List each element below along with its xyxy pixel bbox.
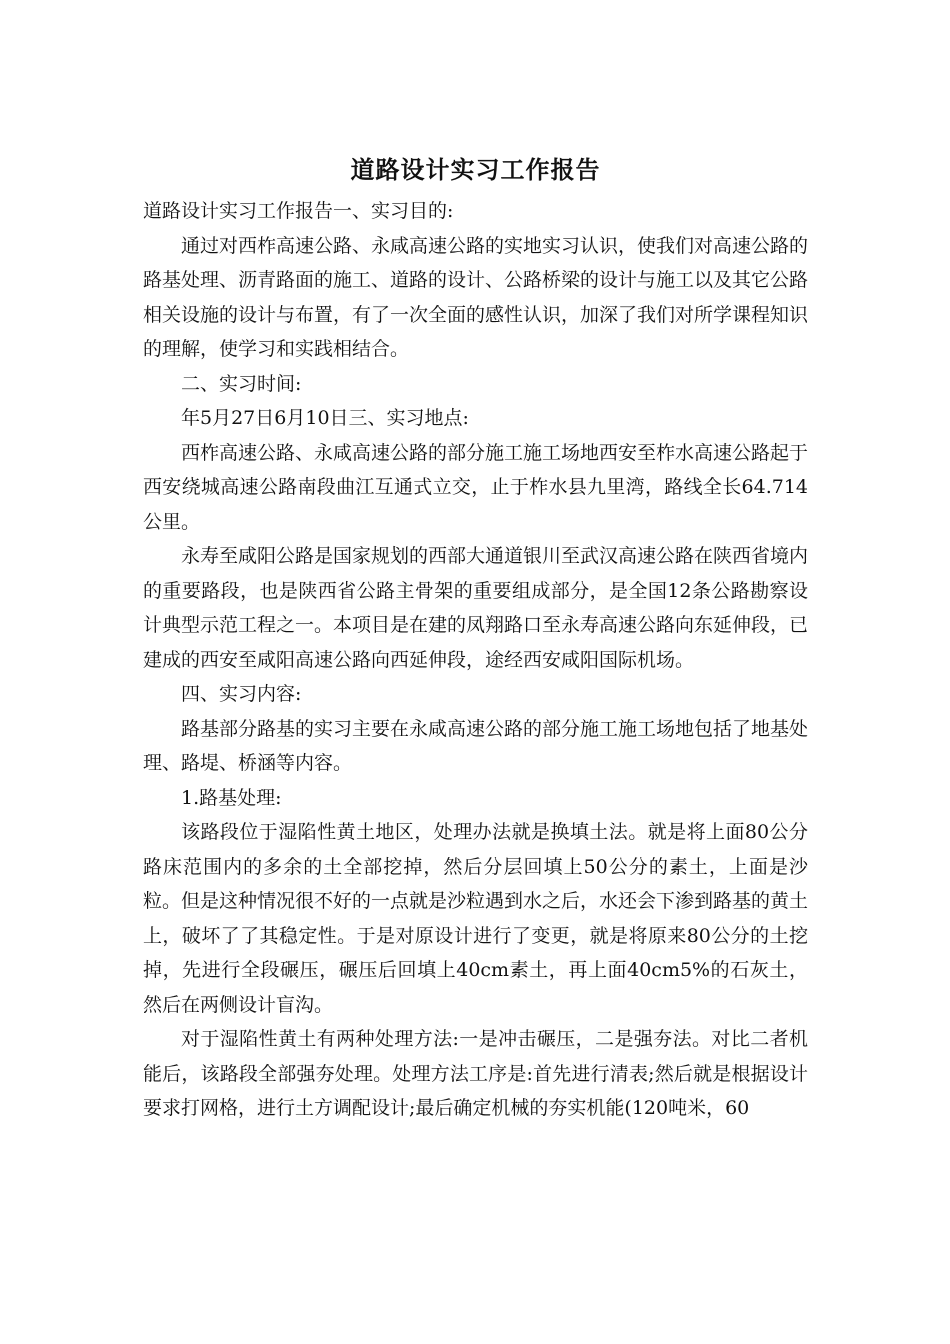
- subgrade-intro-paragraph: 路基部分路基的实习主要在永咸高速公路的部分施工施工场地包括了地基处理、路堤、桥涵等内容。: [143, 717, 809, 774]
- content-heading: 四、实习内容:: [181, 683, 302, 705]
- document-body: [143, 150, 808, 1126]
- time-location-line: 年5月27日6月10日三、实习地点:: [181, 407, 469, 429]
- document-title: 道路设计实习工作报告: [350, 155, 601, 184]
- purpose-paragraph: 通过对西柞高速公路、永咸高速公路的实地实习认识，使我们对高速公路的路基处理、沥青路面的施工、道路的设计、公路桥梁的设计与施工以及其它公路相关设施的设计与布置，有了一次全面的感性认识，加深了我们对所学课程知识的理解，使学习和实践相结合。: [143, 234, 809, 360]
- replacement-method-paragraph: 该路段位于湿陷性黄土地区，处理办法就是换填土法。就是将上面80公分路床范围内的多余的土全部挖掉，然后分层回填上50公分的素土，上面是沙粒。但是这种情况很不好的一点就是沙粒遇到水之后，水还会下渗到路基的黄土上，破坏了了其稳定性。于是对原设计进行了变更，就是将原来80公分的土挖掉，先进行全段碾压，碾压后回填上40cm素土，再上面40cm5%的石灰土，然后在两侧设计盲沟。: [143, 821, 809, 1016]
- location-paragraph-xizha: 西柞高速公路、永咸高速公路的部分施工施工场地西安至柞水高速公路起于西安绕城高速公路南段曲江互通式立交，止于柞水县九里湾，路线全长64.714公里。: [143, 441, 809, 533]
- time-heading: 二、实习时间:: [181, 372, 302, 395]
- subgrade-treatment-heading: 1.路基处理:: [181, 786, 282, 809]
- intro-heading: 道路设计实习工作报告一、实习目的:: [143, 200, 454, 222]
- loess-treatment-paragraph: 对于湿陷性黄土有两种处理方法:一是冲击碾压，二是强夯法。对比二者机能后，该路段全部强夯处理。处理方法工序是:首先进行清表;然后就是根据设计要求打网格，进行土方调配设计;最后确定机械的夯实机能(120吨米，60: [143, 1028, 808, 1119]
- location-paragraph-yongxian: 永寿至咸阳公路是国家规划的西部大通道银川至武汉高速公路在陕西省境内的重要路段，也是陕西省公路主骨架的重要组成部分，是全国12条公路勘察设计典型示范工程之一。本项目是在建的凤翔路口至永寿高速公路向东延伸段，已建成的西安至咸阳高速公路向西延伸段，途经西安咸阳国际机场。: [143, 545, 809, 671]
